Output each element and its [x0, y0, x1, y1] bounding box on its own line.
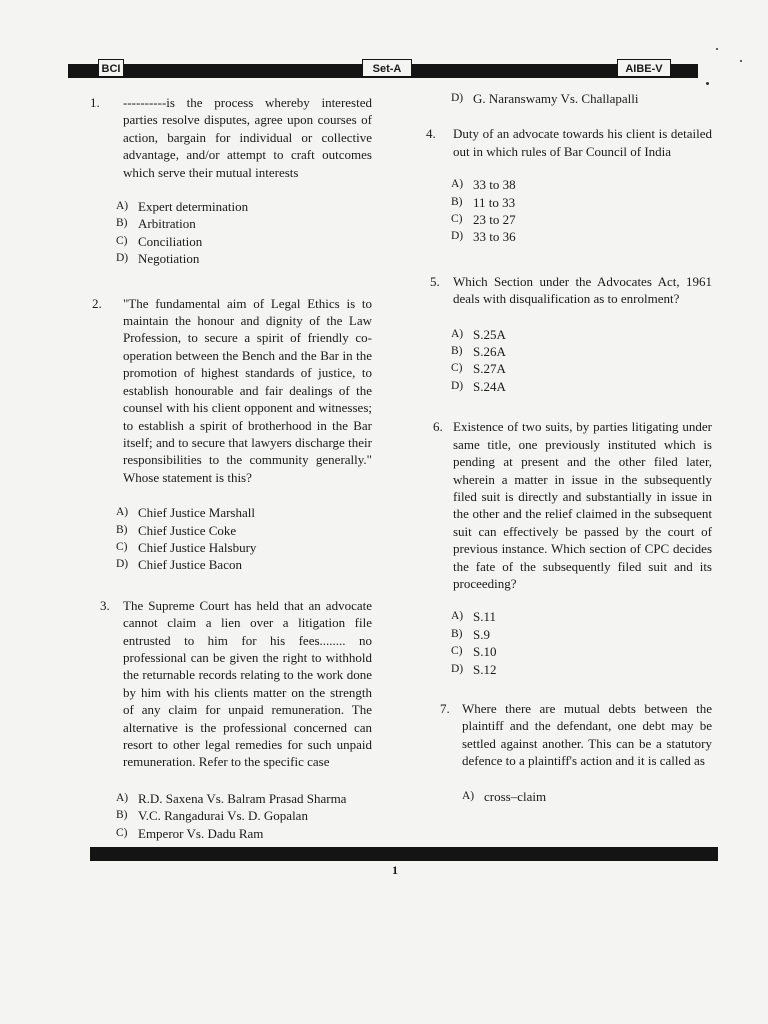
option-b: [451, 343, 712, 360]
option-a: [462, 788, 712, 805]
option-a: [116, 504, 372, 521]
option-c: [116, 825, 372, 842]
option-letter: B): [451, 345, 463, 358]
option-text: S.27A: [473, 361, 506, 377]
question-text: The Supreme Court has held that an advocate cannot claim a lien over a litigation file entrusted to him for his fees........ no professional can be given the right to withhold the returnable records relating to the work done by him with his clients matter on the strength of any claim for unpaid remuneration. The alternative is the professional concerned can resort to other legal remedies for such unpaid remuneration. Refer to the specific case: [123, 597, 372, 770]
option-c: [116, 539, 372, 556]
question-number: 7.: [440, 700, 450, 716]
right-column: [426, 90, 712, 805]
header-set-label: Set-A: [362, 59, 412, 77]
option-b: [451, 194, 712, 211]
left-column: [90, 94, 372, 842]
option-c: [451, 643, 712, 660]
option-list: [116, 198, 372, 268]
option-text: Chief Justice Coke: [138, 522, 237, 538]
option-a: [451, 176, 712, 193]
option-text: Conciliation: [138, 233, 203, 249]
question-text: ----------is the process whereby interested parties resolve disputes, agree upon courses of action, bargain for individual or collective advantage, and/or attempt to craft outcomes which serve their mutual interests: [123, 95, 372, 180]
question-3: [90, 597, 372, 842]
option-letter: A): [116, 791, 129, 804]
option-c: [116, 233, 372, 250]
option-letter: B): [116, 217, 128, 230]
question-5: [430, 273, 712, 395]
option-a: [116, 790, 372, 807]
option-b: [116, 807, 372, 824]
option-text: S.9: [473, 626, 490, 642]
scan-speck: [706, 82, 709, 85]
question-4: [426, 125, 712, 245]
footer-bar: [90, 847, 718, 861]
option-text: Emperor Vs. Dadu Ram: [138, 825, 264, 841]
option-b: [116, 522, 372, 539]
option-text: S.24A: [473, 378, 506, 394]
option-letter: C): [116, 234, 128, 247]
option-letter: C): [451, 362, 463, 375]
option-d: [451, 228, 712, 245]
option-list: [462, 788, 712, 805]
option-letter: D): [451, 662, 464, 675]
option-letter: A): [451, 327, 464, 340]
option-d: [451, 378, 712, 395]
option-text: cross–claim: [484, 788, 547, 804]
option-letter: B): [116, 809, 128, 822]
question-text: "The fundamental aim of Legal Ethics is to maintain the honour and dignity of the Law Profession, to secure a spirit of friendly co-operation between the Bench and the Bar in the promotion of highest standards of justice, to establish honourable and fair dealings of the counsel with his client opponent and witnesses; to establish a spirit of brotherhood in the Bar itself; and to secure that lawyers discharge their responsibilities to the community generally." Whose statement is this?: [123, 295, 372, 485]
question-7: [430, 700, 712, 805]
option-text: Chief Justice Halsbury: [138, 539, 257, 555]
option-list: [451, 176, 712, 246]
question-number: 5.: [430, 273, 440, 289]
option-list: [451, 608, 712, 678]
option-letter: B): [451, 195, 463, 208]
option-text: V.C. Rangadurai Vs. D. Gopalan: [138, 808, 308, 824]
option-letter: A): [451, 610, 464, 623]
option-letter: A): [116, 200, 129, 213]
option-letter: A): [462, 789, 475, 802]
option-a: [451, 608, 712, 625]
option-text: Arbitration: [138, 216, 196, 232]
option-letter: D): [451, 92, 464, 104]
option-d: [116, 556, 372, 573]
option-d: [451, 661, 712, 678]
option-b: [451, 626, 712, 643]
option-letter: A): [116, 506, 129, 519]
question-text: Existence of two suits, by parties litigating under same title, one previously instituted which is pending at present and the other filed later, wherein a matter in issue in the subsequently filed suit is directly and substantially in issue in the other and the relief claimed in the subsequent suit can effectively be passed by the court of previous instance. Which section of CPC decides the fate of the subsequently filed suit and its proceeding?: [453, 419, 712, 591]
question-number: 6.: [433, 419, 443, 435]
option-letter: D): [451, 230, 464, 243]
question-text: Which Section under the Advocates Act, 1961 deals with disqualification as to enrolment?: [453, 273, 712, 307]
option-letter: D): [116, 558, 129, 571]
option-a: [116, 198, 372, 215]
question-text: Where there are mutual debts between the plaintiff and the defendant, one debt may be settled against another. This can be a statutory defence to a plaintiff's action and it is called as: [462, 700, 712, 769]
option-c: [451, 211, 712, 228]
scan-speck: [716, 48, 718, 50]
option-letter: C): [116, 826, 128, 839]
question-number: 3.: [100, 597, 110, 613]
option-text: 33 to 38: [473, 177, 516, 193]
option-text: Negotiation: [138, 251, 200, 267]
question-number: 4.: [426, 126, 436, 142]
option-text: Expert determination: [138, 199, 249, 215]
option-text: Chief Justice Bacon: [138, 557, 242, 573]
option-letter: B): [451, 627, 463, 640]
question-1: [90, 94, 372, 268]
option-list: [451, 326, 712, 396]
question-6: [430, 418, 712, 678]
option-letter: D): [451, 379, 464, 392]
page-number: 1: [392, 863, 398, 877]
scan-speck: [740, 60, 742, 62]
option-letter: C): [116, 540, 128, 553]
option-text: S.10: [473, 644, 497, 660]
option-text: S.26A: [473, 344, 506, 360]
option-list: [116, 504, 372, 574]
option-letter: A): [451, 178, 464, 191]
option-text: 11 to 33: [473, 194, 516, 210]
option-text: S.25A: [473, 326, 506, 342]
option-c: [451, 360, 712, 377]
option-d: [116, 250, 372, 267]
option-list: [116, 790, 372, 842]
option-text: Chief Justice Marshall: [138, 505, 255, 521]
option-text: 23 to 27: [473, 212, 516, 228]
header-exam-label: AIBE-V: [617, 59, 671, 77]
option-text: R.D. Saxena Vs. Balram Prasad Sharma: [138, 790, 347, 806]
option-text: G. Naranswamy Vs. Challapalli: [473, 91, 639, 106]
option-letter: C): [451, 213, 463, 226]
continued-option-d: [451, 90, 712, 107]
question-text: Duty of an advocate towards his client is detailed out in which rules of Bar Council of India: [453, 126, 712, 159]
option-text: 33 to 36: [473, 229, 516, 245]
question-2: [90, 295, 372, 574]
question-number: 2.: [92, 295, 102, 311]
option-a: [451, 326, 712, 343]
option-text: S.11: [473, 609, 496, 625]
option-letter: B): [116, 523, 128, 536]
option-letter: D): [116, 252, 129, 265]
option-b: [116, 215, 372, 232]
header-left-label: BCI: [98, 59, 124, 77]
option-letter: C): [451, 645, 463, 658]
option-text: S.12: [473, 661, 497, 677]
question-number: 1.: [90, 95, 100, 110]
